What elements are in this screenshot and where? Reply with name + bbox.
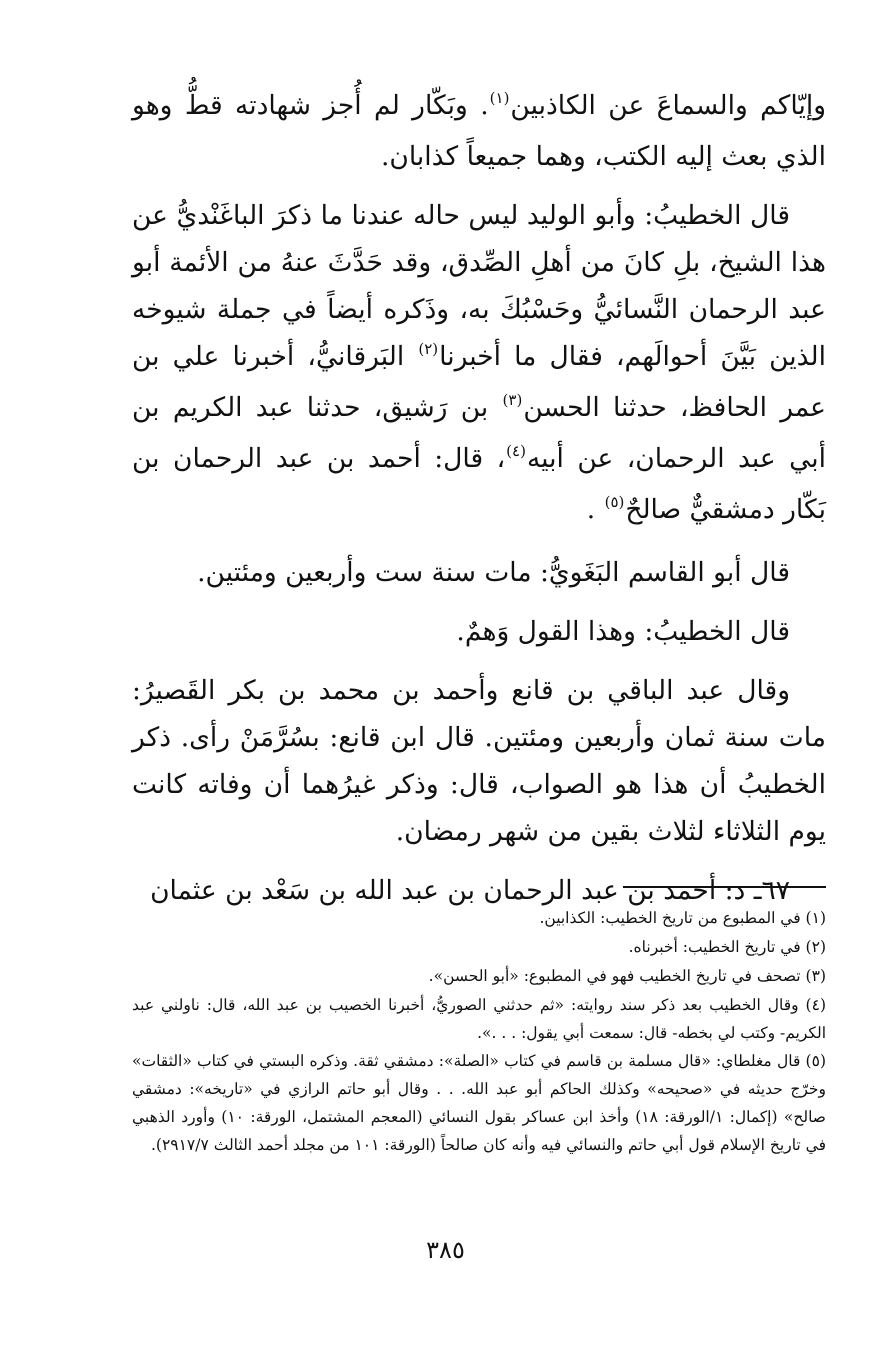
paragraph-5: وقال عبد الباقي بن قانع وأحمد بن محمد بن بكر القَصيرُ: مات سنة ثمان وأربعين ومئتين. قال ابن قانع: بسُرَّمَنْ رأى. ذكر الخطيبُ أن هذا هو الصواب، قال: وذكر غيرُهما أن وفاته كانت يوم الثلاثاء لثلاث بقين من شهر رمضان. <box>132 675 826 847</box>
footnote-1: (١) في المطبوع من تاريخ الخطيب: الكذابين. <box>539 909 826 927</box>
footnote-marker-1: (١) <box>489 89 510 107</box>
page-number: ٣٨٥ <box>426 1236 465 1264</box>
paragraph-2-text-a: قال الخطيبُ: وأبو الوليد ليس حاله عندنا ما ذكرَ الباغَنْديُّ عن هذا الشيخ، بلِ كانَ من أهلِ الصِّدق، وقد حَدَّثَ عنهُ من الأئمة أبو عبد الرحمان النَّسائيُّ وحَسْبُكَ به، وذَكره أيضاً في جملة شيوخه الذين بَيَّنَ أحوالَهم، فقال ما أخبرنا <box>132 200 826 372</box>
paragraph-4: قال الخطيبُ: وهذا القول وَهمٌ. <box>456 616 790 647</box>
entry-heading-67: ٦٧ـ د: أحمد بن عبد الرحمان بن عبد الله بن سَعْد بن عثمان <box>150 875 790 906</box>
footnote-marker-5: (٥) <box>604 493 625 511</box>
footnotes-section <box>132 904 826 1159</box>
paragraph-2-text-b: البَرقانيُّ، أخبرنا علي بن عمر الحافظ، حدثنا الحسن <box>132 341 826 423</box>
footnote-marker-3: (٣) <box>502 391 523 409</box>
paragraph-1-text-a: وإيّاكم والسماعَ عن الكاذبين <box>510 90 826 121</box>
footnote-marker-4: (٤) <box>506 442 526 460</box>
footnote-divider <box>623 886 826 888</box>
paragraph-1 <box>132 82 826 180</box>
footnote-3: (٣) تصحف في تاريخ الخطيب فهو في المطبوع: «أبو الحسن». <box>428 967 826 985</box>
paragraph-3: قال أبو القاسم البَغَويُّ: مات سنة ست وأربعين ومئتين. <box>197 557 790 588</box>
main-text-body <box>132 82 826 914</box>
footnote-2: (٢) في تاريخ الخطيب: أخبرناه. <box>628 938 826 956</box>
paragraph-2-text-d: ، قال: أحمد بن عبد الرحمان بن بَكّار دمشقيٌّ صالحٌ <box>132 443 826 525</box>
footnote-marker-2: (٢) <box>418 340 439 358</box>
paragraph-2 <box>132 192 826 537</box>
paragraph-2-text-e: . <box>586 494 604 525</box>
paragraph-1-text-b: . وبَكّار لم أُجز شهادته قطُّ وهو الذي بعث إليه الكتب، وهما جميعاً كذابان. <box>132 90 826 172</box>
footnote-4: (٤) وقال الخطيب بعد ذكر سند روايته: «ثم حدثني الصوريُّ، أخبرنا الخصيب بن عبد الله، قال: ناولني عبد الكريم- وكتب لي بخطه- قال: سمعت أبي يقول: . . .». <box>132 996 826 1042</box>
footnote-5: (٥) قال مغلطاي: «قال مسلمة بن قاسم في كتاب «الصلة»: دمشقي ثقة. وذكره البستي في كتاب «الثقات» وخرّج حديثه في «صحيحه» وكذلك الحاكم أبو عبد الله. . . وقال أبو حاتم الرازي في «تاريخه»: دمشقي صالح» (إكمال: ١/الورقة: ١٨) وأخذ ابن عساكر بقول النسائي (المعجم المشتمل، الورقة: ١٠) وأورد الذهبي في تاريخ الإسلام قول أبي حاتم والنسائي فيه وأنه كان صالحاً (الورقة: ١٠١ من مجلد أحمد الثالث ٢٩١٧/٧). <box>132 1052 826 1154</box>
paragraph-2-text-c: بن رَشيق، حدثنا عبد الكريم بن أبي عبد الرحمان، عن أبيه <box>132 392 827 474</box>
